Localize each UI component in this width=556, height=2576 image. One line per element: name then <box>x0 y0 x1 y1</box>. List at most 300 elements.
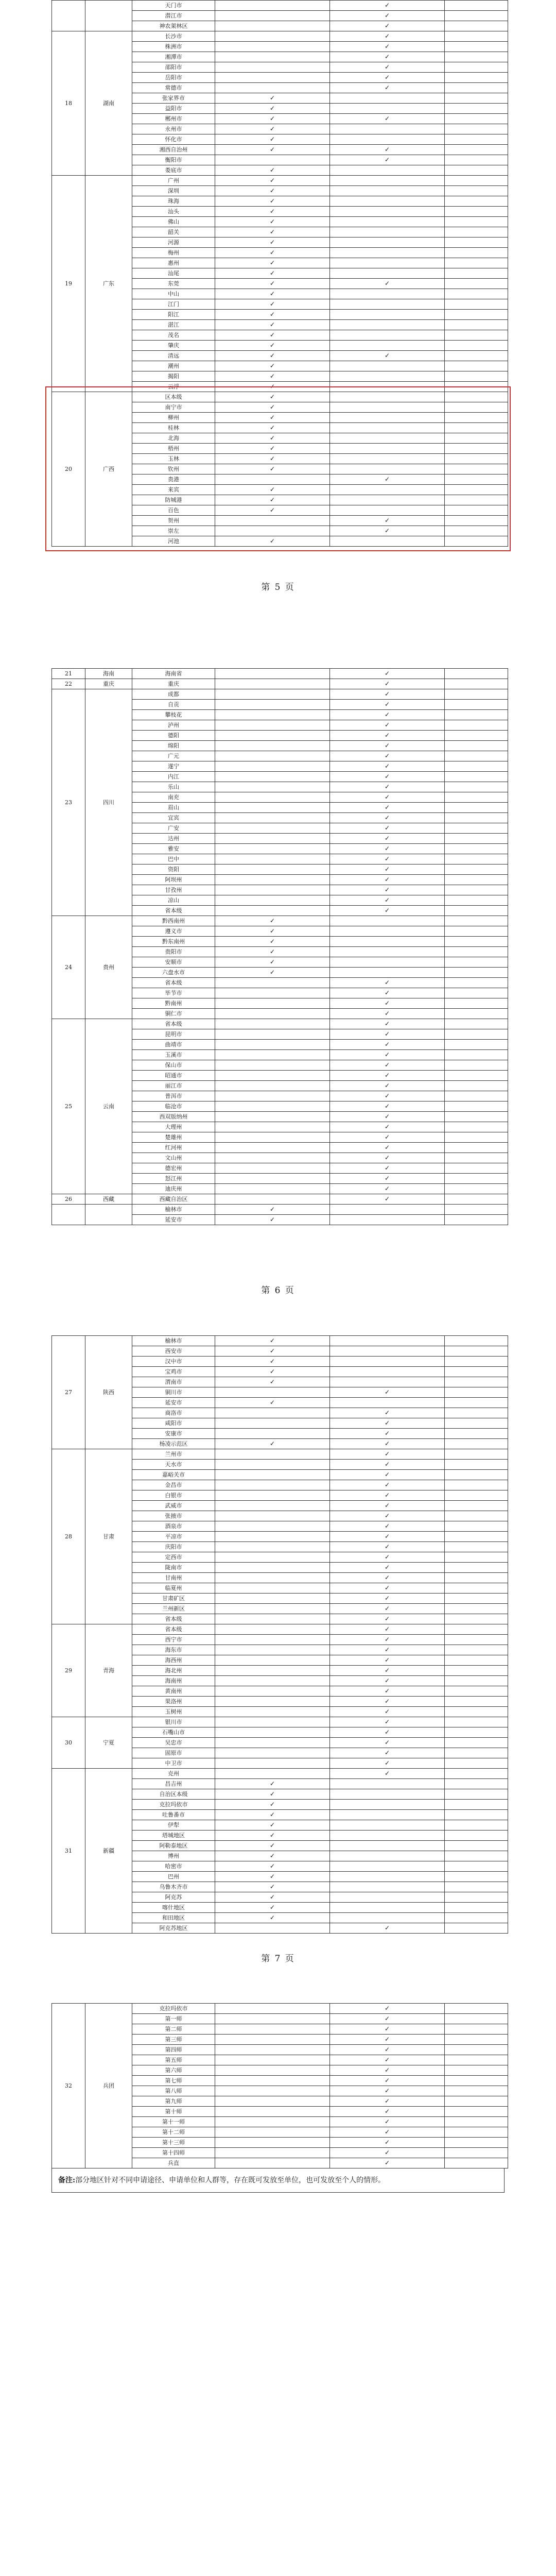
city-name: 第一师 <box>132 2014 215 2024</box>
check-other <box>445 1346 508 1357</box>
check-personal: ✓ <box>330 62 445 73</box>
city-name: 咸阳市 <box>132 1418 215 1429</box>
check-other <box>445 1614 508 1624</box>
check-personal: ✓ <box>330 2035 445 2045</box>
check-personal <box>330 1779 445 1789</box>
check-other <box>445 1408 508 1418</box>
city-name: 克州 <box>132 1769 215 1779</box>
remark-note <box>51 2168 505 2193</box>
check-personal: ✓ <box>330 988 445 998</box>
check-other <box>445 1573 508 1583</box>
check-personal: ✓ <box>330 731 445 741</box>
check-unit: ✓ <box>215 258 330 268</box>
check-personal: ✓ <box>330 792 445 803</box>
region-table <box>51 0 508 547</box>
check-unit <box>215 2004 330 2014</box>
check-unit: ✓ <box>215 351 330 361</box>
city-name: 第十四师 <box>132 2148 215 2158</box>
check-personal <box>330 1336 445 1346</box>
check-unit: ✓ <box>215 114 330 124</box>
check-unit <box>215 998 330 1009</box>
check-unit: ✓ <box>215 485 330 495</box>
check-unit: ✓ <box>215 1861 330 1872</box>
check-unit <box>215 1408 330 1418</box>
check-other <box>445 2138 508 2148</box>
check-other <box>445 895 508 906</box>
city-name: 吴忠市 <box>132 1738 215 1748</box>
check-other <box>445 1789 508 1800</box>
check-unit: ✓ <box>215 238 330 248</box>
row-number: 19 <box>52 176 85 392</box>
check-other <box>445 1501 508 1511</box>
city-name: 怀化市 <box>132 134 215 145</box>
check-personal: ✓ <box>330 474 445 485</box>
check-unit <box>215 741 330 751</box>
check-personal: ✓ <box>330 2158 445 2168</box>
city-name: 张掖市 <box>132 1511 215 1521</box>
city-name: 曲靖市 <box>132 1040 215 1050</box>
check-personal: ✓ <box>330 2055 445 2065</box>
check-other <box>445 1645 508 1655</box>
check-personal <box>330 1872 445 1882</box>
check-unit <box>215 1449 330 1460</box>
province-name: 湖南 <box>85 31 132 176</box>
city-name: 喀什地区 <box>132 1903 215 1913</box>
check-other <box>445 1460 508 1470</box>
check-unit <box>215 813 330 823</box>
check-other <box>445 124 508 134</box>
check-personal: ✓ <box>330 782 445 792</box>
check-personal: ✓ <box>330 813 445 823</box>
check-other <box>445 1697 508 1707</box>
check-other <box>445 978 508 988</box>
check-unit: ✓ <box>215 1810 330 1820</box>
table-row <box>52 689 508 700</box>
city-name: 遂宁 <box>132 761 215 772</box>
check-other <box>445 1418 508 1429</box>
check-personal: ✓ <box>330 669 445 679</box>
check-personal <box>330 1882 445 1892</box>
check-personal <box>330 310 445 320</box>
check-personal: ✓ <box>330 351 445 361</box>
check-personal: ✓ <box>330 1019 445 1029</box>
table-row <box>52 669 508 679</box>
check-personal: ✓ <box>330 1676 445 1686</box>
check-personal <box>330 423 445 433</box>
province-name <box>85 1205 132 1225</box>
city-name: 天门市 <box>132 1 215 11</box>
table-row <box>52 1019 508 1029</box>
check-unit: ✓ <box>215 1377 330 1387</box>
check-unit: ✓ <box>215 145 330 155</box>
city-name: 揭阳 <box>132 371 215 382</box>
check-other <box>445 42 508 52</box>
check-unit <box>215 1184 330 1194</box>
check-unit: ✓ <box>215 1205 330 1215</box>
check-other <box>445 11 508 21</box>
check-unit <box>215 978 330 988</box>
check-other <box>445 83 508 93</box>
city-name: 临夏州 <box>132 1583 215 1594</box>
check-personal: ✓ <box>330 1060 445 1071</box>
check-unit <box>215 1666 330 1676</box>
check-unit <box>215 1635 330 1645</box>
province-name: 云南 <box>85 1019 132 1194</box>
check-unit <box>215 2107 330 2117</box>
check-other <box>445 134 508 145</box>
city-name: 海东市 <box>132 1645 215 1655</box>
city-name: 保山市 <box>132 1060 215 1071</box>
check-other <box>445 176 508 186</box>
row-number: 23 <box>52 689 85 916</box>
row-number: 22 <box>52 679 85 689</box>
check-unit <box>215 2045 330 2055</box>
table-row <box>52 1624 508 1635</box>
city-name: 永州市 <box>132 124 215 134</box>
table-row <box>52 679 508 689</box>
city-name: 云浮 <box>132 382 215 392</box>
check-other <box>445 854 508 865</box>
check-unit <box>215 1542 330 1552</box>
check-other <box>445 114 508 124</box>
city-name: 玉树州 <box>132 1707 215 1717</box>
check-unit <box>215 2096 330 2107</box>
check-unit <box>215 1738 330 1748</box>
city-name: 六盘水市 <box>132 968 215 978</box>
check-other <box>445 104 508 114</box>
check-other <box>445 413 508 423</box>
check-unit <box>215 2158 330 2168</box>
check-other <box>445 454 508 464</box>
check-unit <box>215 1697 330 1707</box>
page-number: 第 5 页 <box>261 582 295 592</box>
check-unit: ✓ <box>215 495 330 505</box>
check-other <box>445 1 508 11</box>
check-other <box>445 351 508 361</box>
check-personal <box>330 464 445 474</box>
check-personal <box>330 93 445 104</box>
check-personal <box>330 916 445 926</box>
row-number: 32 <box>52 2004 85 2168</box>
check-other <box>445 279 508 289</box>
check-other <box>445 1810 508 1820</box>
check-other <box>445 258 508 268</box>
check-personal: ✓ <box>330 1408 445 1418</box>
check-other <box>445 1019 508 1029</box>
check-personal: ✓ <box>330 2127 445 2138</box>
check-other <box>445 1841 508 1851</box>
check-other <box>445 1542 508 1552</box>
check-unit <box>215 720 330 731</box>
check-other <box>445 813 508 823</box>
check-other <box>445 1831 508 1841</box>
check-personal: ✓ <box>330 1511 445 1521</box>
check-other <box>445 1604 508 1614</box>
check-personal: ✓ <box>330 689 445 700</box>
check-personal <box>330 134 445 145</box>
check-personal: ✓ <box>330 1009 445 1019</box>
check-personal <box>330 289 445 299</box>
check-unit <box>215 1071 330 1081</box>
check-unit <box>215 2076 330 2086</box>
check-other <box>445 2065 508 2076</box>
check-personal <box>330 1913 445 1923</box>
check-personal: ✓ <box>330 1184 445 1194</box>
check-unit <box>215 1163 330 1174</box>
region-table <box>51 1335 508 1934</box>
check-other <box>445 62 508 73</box>
check-unit: ✓ <box>215 279 330 289</box>
check-personal <box>330 165 445 176</box>
check-personal: ✓ <box>330 1122 445 1132</box>
city-name: 湘西自治州 <box>132 145 215 155</box>
check-personal <box>330 1205 445 1215</box>
check-personal: ✓ <box>330 1 445 11</box>
check-personal: ✓ <box>330 1040 445 1050</box>
check-personal: ✓ <box>330 1050 445 1060</box>
city-name: 临沧市 <box>132 1101 215 1112</box>
check-unit <box>215 731 330 741</box>
check-other <box>445 444 508 454</box>
city-name: 河池 <box>132 536 215 547</box>
check-unit: ✓ <box>215 1882 330 1892</box>
city-name: 乐山 <box>132 782 215 792</box>
city-name: 武威市 <box>132 1501 215 1511</box>
check-unit <box>215 1583 330 1594</box>
check-other <box>445 526 508 536</box>
check-unit <box>215 1029 330 1040</box>
city-name: 钦州 <box>132 464 215 474</box>
check-personal: ✓ <box>330 1490 445 1501</box>
check-personal <box>330 227 445 238</box>
city-name: 汉中市 <box>132 1357 215 1367</box>
check-unit <box>215 1563 330 1573</box>
city-name: 江门 <box>132 299 215 310</box>
check-unit <box>215 1460 330 1470</box>
city-name: 贵阳市 <box>132 947 215 957</box>
check-unit <box>215 885 330 895</box>
city-name: 佛山 <box>132 217 215 227</box>
check-unit: ✓ <box>215 505 330 516</box>
city-name: 德宏州 <box>132 1163 215 1174</box>
check-other <box>445 299 508 310</box>
check-unit: ✓ <box>215 444 330 454</box>
check-unit <box>215 52 330 62</box>
check-unit <box>215 854 330 865</box>
check-personal: ✓ <box>330 42 445 52</box>
check-unit: ✓ <box>215 248 330 258</box>
city-name: 平凉市 <box>132 1532 215 1542</box>
check-other <box>445 823 508 834</box>
check-personal <box>330 207 445 217</box>
city-name: 榆林市 <box>132 1205 215 1215</box>
check-personal: ✓ <box>330 1429 445 1439</box>
row-number: 25 <box>52 1019 85 1194</box>
check-unit <box>215 2065 330 2076</box>
check-other <box>445 1071 508 1081</box>
check-other <box>445 217 508 227</box>
city-name: 岳阳市 <box>132 73 215 83</box>
check-unit <box>215 1429 330 1439</box>
check-unit <box>215 1387 330 1398</box>
check-personal: ✓ <box>330 906 445 916</box>
check-unit <box>215 1727 330 1738</box>
city-name: 甘肃矿区 <box>132 1594 215 1604</box>
check-personal: ✓ <box>330 1645 445 1655</box>
check-other <box>445 21 508 31</box>
check-personal: ✓ <box>330 720 445 731</box>
check-unit: ✓ <box>215 402 330 413</box>
check-other <box>445 2107 508 2117</box>
check-unit <box>215 1594 330 1604</box>
check-personal: ✓ <box>330 823 445 834</box>
check-personal <box>330 196 445 207</box>
check-other <box>445 1132 508 1143</box>
check-other <box>445 2055 508 2065</box>
check-unit <box>215 1112 330 1122</box>
check-personal <box>330 217 445 227</box>
check-personal: ✓ <box>330 114 445 124</box>
check-other <box>445 700 508 710</box>
check-other <box>445 1521 508 1532</box>
check-personal <box>330 926 445 937</box>
check-other <box>445 1480 508 1490</box>
check-unit <box>215 895 330 906</box>
check-personal <box>330 413 445 423</box>
check-personal: ✓ <box>330 1101 445 1112</box>
city-name: 第六师 <box>132 2065 215 2076</box>
check-personal: ✓ <box>330 21 445 31</box>
check-unit <box>215 31 330 42</box>
check-unit <box>215 669 330 679</box>
check-unit: ✓ <box>215 371 330 382</box>
check-other <box>445 1040 508 1050</box>
city-name: 昆明市 <box>132 1029 215 1040</box>
check-unit: ✓ <box>215 382 330 392</box>
table-page-8 <box>51 2003 505 2193</box>
check-personal: ✓ <box>330 2117 445 2127</box>
check-other <box>445 474 508 485</box>
check-other <box>445 495 508 505</box>
check-other <box>445 1563 508 1573</box>
check-unit <box>215 1101 330 1112</box>
check-other <box>445 988 508 998</box>
check-personal <box>330 361 445 371</box>
check-personal <box>330 1346 445 1357</box>
city-name: 玉溪市 <box>132 1050 215 1060</box>
check-personal: ✓ <box>330 1552 445 1563</box>
check-personal <box>330 505 445 516</box>
check-personal: ✓ <box>330 1501 445 1511</box>
check-other <box>445 1367 508 1377</box>
check-unit <box>215 2117 330 2127</box>
city-name: 普洱市 <box>132 1091 215 1101</box>
row-number: 20 <box>52 392 85 547</box>
province-name: 西藏 <box>85 1194 132 1205</box>
check-unit <box>215 83 330 93</box>
check-other <box>445 1892 508 1903</box>
city-name: 银川市 <box>132 1717 215 1727</box>
city-name: 东莞 <box>132 279 215 289</box>
region-table <box>51 2003 508 2168</box>
check-unit: ✓ <box>215 320 330 330</box>
check-unit <box>215 1573 330 1583</box>
check-personal <box>330 444 445 454</box>
check-personal: ✓ <box>330 1112 445 1122</box>
city-name: 宜宾 <box>132 813 215 823</box>
check-personal: ✓ <box>330 52 445 62</box>
city-name: 遵义市 <box>132 926 215 937</box>
check-personal: ✓ <box>330 1686 445 1697</box>
check-other <box>445 485 508 495</box>
check-personal: ✓ <box>330 1614 445 1624</box>
city-name: 汕尾 <box>132 268 215 279</box>
check-other <box>445 731 508 741</box>
province-name: 贵州 <box>85 916 132 1019</box>
check-personal: ✓ <box>330 1758 445 1769</box>
check-personal: ✓ <box>330 1153 445 1163</box>
check-unit <box>215 1490 330 1501</box>
check-personal <box>330 268 445 279</box>
check-personal: ✓ <box>330 73 445 83</box>
check-other <box>445 320 508 330</box>
check-other <box>445 1081 508 1091</box>
city-name: 贺州 <box>132 516 215 526</box>
check-unit <box>215 1624 330 1635</box>
check-other <box>445 906 508 916</box>
table-row <box>52 1205 508 1215</box>
check-personal: ✓ <box>330 2004 445 2014</box>
check-other <box>445 998 508 1009</box>
check-personal <box>330 1851 445 1861</box>
check-unit <box>215 526 330 536</box>
city-name: 南充 <box>132 792 215 803</box>
check-other <box>445 1769 508 1779</box>
check-other <box>445 875 508 885</box>
row-number: 18 <box>52 31 85 176</box>
city-name: 第十师 <box>132 2107 215 2117</box>
check-personal: ✓ <box>330 1655 445 1666</box>
city-name: 第十二师 <box>132 2127 215 2138</box>
city-name: 自贡 <box>132 700 215 710</box>
city-name: 眉山 <box>132 803 215 813</box>
check-unit <box>215 710 330 720</box>
check-personal: ✓ <box>330 1583 445 1594</box>
check-unit: ✓ <box>215 196 330 207</box>
city-name: 甘南州 <box>132 1573 215 1583</box>
city-name: 阿克苏地区 <box>132 1923 215 1934</box>
city-name: 丽江市 <box>132 1081 215 1091</box>
check-unit: ✓ <box>215 165 330 176</box>
table-row <box>52 1717 508 1727</box>
check-personal: ✓ <box>330 679 445 689</box>
check-other <box>445 93 508 104</box>
city-name: 白银市 <box>132 1490 215 1501</box>
check-personal: ✓ <box>330 1521 445 1532</box>
check-personal: ✓ <box>330 998 445 1009</box>
check-other <box>445 803 508 813</box>
city-name: 阿坝州 <box>132 875 215 885</box>
check-personal: ✓ <box>330 1532 445 1542</box>
check-other <box>445 2158 508 2168</box>
check-personal <box>330 186 445 196</box>
city-name: 安顺市 <box>132 957 215 968</box>
check-other <box>445 1101 508 1112</box>
province-name <box>85 1 132 31</box>
check-personal <box>330 330 445 341</box>
city-name: 中山 <box>132 289 215 299</box>
check-unit <box>215 21 330 31</box>
